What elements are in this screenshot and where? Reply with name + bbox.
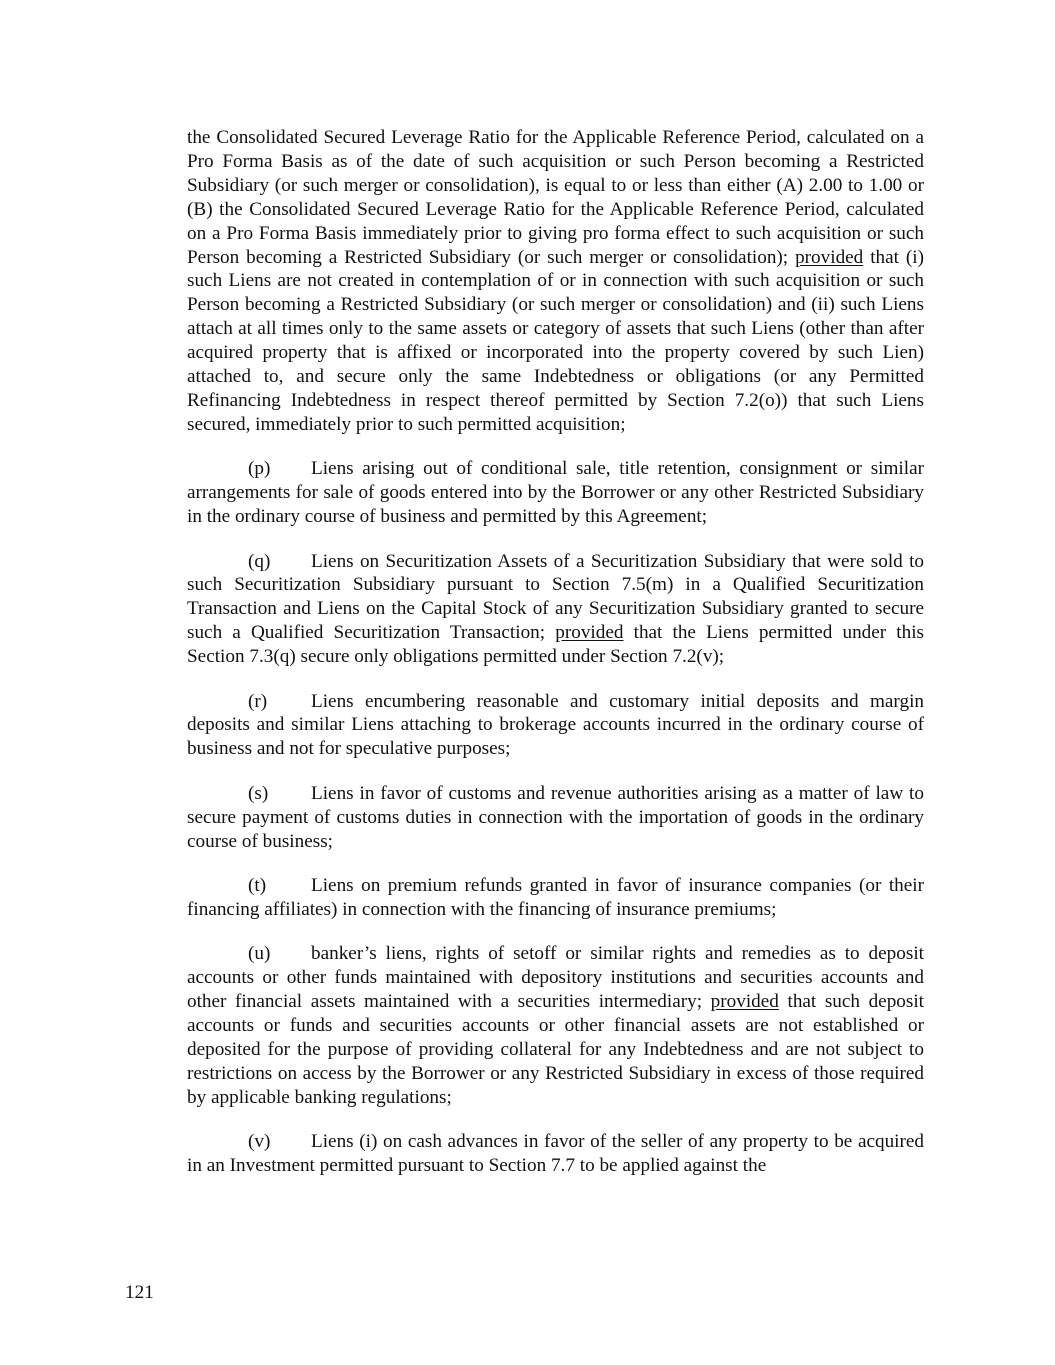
clause-label: (r) xyxy=(248,690,268,712)
clause-text-after: that such deposit accounts or funds and securities accounts or other financial assets are not established or deposited for the purpose of providing collateral for any Indebtedness and are not subject to restrictions on access by the Borrower or any Restricted Subsidiary in excess of those required by applicable banking regulations; xyxy=(187,991,925,1108)
clause-label: (p) xyxy=(248,458,271,480)
clause-q xyxy=(187,550,924,670)
clause-text-before: banker’s liens, rights of setoff or similar rights and remedies as to deposit accounts or other funds maintained with depository institutions and securities accounts and other financial assets maintained with a securities intermediary; xyxy=(187,943,924,1013)
clause-label: (q) xyxy=(248,550,271,572)
clause-label: (t) xyxy=(248,874,267,896)
clause-label: (v) xyxy=(248,1131,271,1153)
clause-p xyxy=(187,457,924,529)
clause-text-before: Liens on Securitization Assets of a Securitization Subsidiary that were sold to such Securitization Subsidiary pursuant to Section 7.5(m) in a Qualified Securitization Transaction and Liens on the Capital Stock of any Securitization Subsidiary granted to secure such a Qualified Securitization Transaction; xyxy=(187,550,924,644)
clause-label: (s) xyxy=(248,782,269,804)
page-number: 121 xyxy=(125,1282,154,1303)
clause-text: Liens in favor of customs and revenue authorities arising as a matter of law to secure payment of customs duties in connection with the importation of goods in the ordinary course of business; xyxy=(187,782,924,852)
provided-underline: provided xyxy=(795,246,864,268)
provided-underline: provided xyxy=(710,991,779,1013)
clause-text: Liens on premium refunds granted in favor of insurance companies (or their financing affiliates) in connection with the financing of insurance premiums; xyxy=(187,874,924,920)
clause-text-after: that the Liens permitted under this Section 7.3(q) secure only obligations permitted under Section 7.2(v); xyxy=(187,622,925,668)
provided-underline: provided xyxy=(555,622,624,644)
clause-u xyxy=(187,942,924,1109)
clause-s xyxy=(187,782,924,854)
continuation-text-before: the Consolidated Secured Leverage Ratio for the Applicable Reference Period, calculated on a Pro Forma Basis as of the date of such acquisition or such Person becoming a Restricted Subsidiary (or such merger or consolidation), is equal to or less than either (A) 2.00 to 1.00 or (B) the Consolidated Secured Leverage Ratio for the Applicable Reference Period, calculated on a Pro Forma Basis immediately prior to giving pro forma effect to such acquisition or such Person becoming a Restricted Subsidiary (or such merger or consolidation); xyxy=(187,127,924,268)
clause-label: (u) xyxy=(248,943,271,965)
clause-t xyxy=(187,874,924,922)
clause-v xyxy=(187,1130,924,1178)
clause-text: Liens arising out of conditional sale, title retention, consignment or similar arrangements for sale of goods entered into by the Borrower or any other Restricted Subsidiary in the ordinary course of business and permitted by this Agreement; xyxy=(187,458,924,528)
clause-text: Liens encumbering reasonable and customary initial deposits and margin deposits and similar Liens attaching to brokerage accounts incurred in the ordinary course of business and not for speculative purposes; xyxy=(187,690,924,760)
document-body xyxy=(187,126,924,1198)
clause-r xyxy=(187,690,924,762)
continuation-text-after: that (i) such Liens are not created in contemplation of or in connection with such acquisition or such Person becoming a Restricted Subsidiary (or such merger or consolidation) and (ii) such Liens attach at all times only to the same assets or category of assets that such Liens (other than after acquired property that is affixed or incorporated into the property covered by such Lien) attached to, and secure only the same Indebtedness or obligations (or any Permitted Refinancing Indebtedness in respect thereof permitted by Section 7.2(o)) that such Liens secured, immediately prior to such permitted acquisition; xyxy=(187,246,925,435)
clause-text: Liens (i) on cash advances in favor of the seller of any property to be acquired in an Investment permitted pursuant to Section 7.7 to be applied against the xyxy=(187,1131,924,1177)
continuation-paragraph xyxy=(187,126,924,437)
